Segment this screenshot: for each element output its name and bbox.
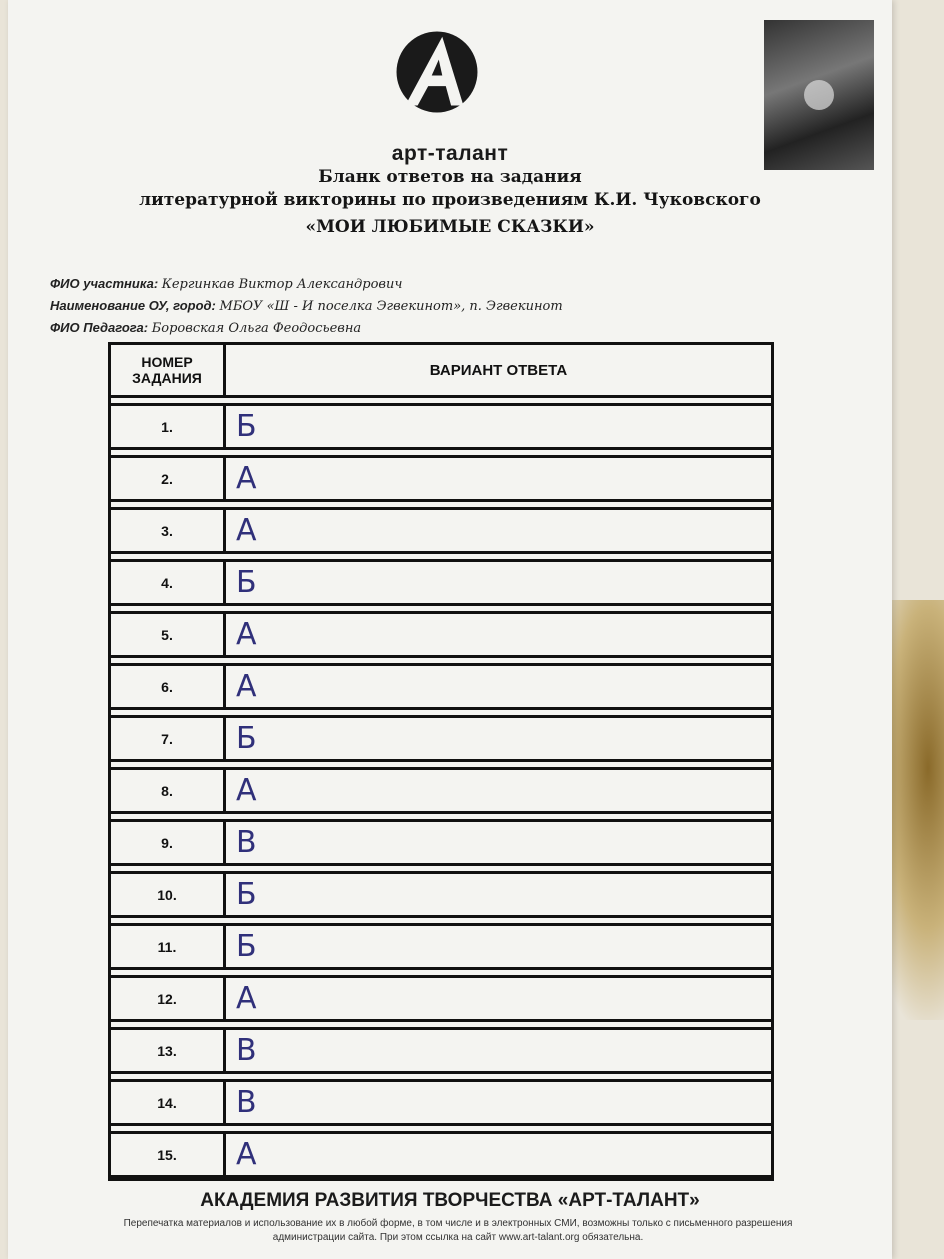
handwritten-answer: Б — [236, 565, 257, 600]
form-subtitle: литературной викторины по произведениям К.И. Чуковского — [139, 190, 761, 210]
copyright-notice: Перепечатка материалов и использование их в любой форме, в том числе и в электронных СМИ, возможны только с письменного разрешения администрации сайта. При этом ссылка на сайт www.art-talant.org обязательна. — [123, 1218, 793, 1243]
handwritten-answer: А — [236, 669, 257, 704]
art-talant-logo-icon — [393, 28, 481, 116]
table-row — [111, 975, 771, 1022]
task-number: 5. — [111, 614, 226, 655]
participant-name-row — [50, 276, 402, 292]
table-row — [111, 663, 771, 710]
table-row — [111, 611, 771, 658]
task-number: 3. — [111, 510, 226, 551]
handwritten-answer: А — [236, 1137, 257, 1172]
table-row — [111, 559, 771, 606]
task-number: 14. — [111, 1082, 226, 1123]
handwritten-answer: А — [236, 773, 257, 808]
table-row — [111, 507, 771, 554]
table-row — [111, 715, 771, 762]
column-header-number: НОМЕР ЗАДАНИЯ — [111, 345, 226, 395]
school-label: Наименование ОУ, город: — [50, 298, 216, 313]
task-number: 7. — [111, 718, 226, 759]
table-row — [111, 1131, 771, 1178]
teacher-label: ФИО Педагога: — [50, 320, 149, 335]
handwritten-answer: А — [236, 981, 257, 1016]
task-number: 10. — [111, 874, 226, 915]
handwritten-answer: А — [236, 513, 257, 548]
table-row — [111, 923, 771, 970]
answers-table — [108, 342, 774, 1181]
task-number: 12. — [111, 978, 226, 1019]
teacher-value: Боровская Ольга Феодосьевна — [151, 321, 362, 336]
quiz-name: «МОИ ЛЮБИМЫЕ СКАЗКИ» — [305, 217, 595, 237]
table-row — [111, 871, 771, 918]
table-row — [111, 1027, 771, 1074]
table-header — [111, 345, 771, 398]
task-number: 2. — [111, 458, 226, 499]
academy-name: АКАДЕМИЯ РАЗВИТИЯ ТВОРЧЕСТВА «АРТ-ТАЛАНТ» — [200, 1190, 700, 1211]
handwritten-answer: А — [236, 461, 257, 496]
teacher-row — [50, 320, 361, 336]
participant-name-label: ФИО участника: — [50, 276, 159, 291]
participant-name-value: Кергинкав Виктор Александрович — [161, 277, 403, 292]
answer-sheet — [8, 0, 892, 1259]
task-number: 1. — [111, 406, 226, 447]
handwritten-answer: А — [236, 617, 257, 652]
form-title: Бланк ответов на задания — [318, 167, 582, 187]
handwritten-answer: В — [236, 825, 257, 860]
handwritten-answer: Б — [236, 929, 257, 964]
handwritten-answer: Б — [236, 721, 257, 756]
task-number: 4. — [111, 562, 226, 603]
task-number: 13. — [111, 1030, 226, 1071]
table-row — [111, 819, 771, 866]
handwritten-answer: В — [236, 1085, 257, 1120]
handwritten-answer: Б — [236, 409, 257, 444]
handwritten-answer: В — [236, 1033, 257, 1068]
task-number: 8. — [111, 770, 226, 811]
table-row — [111, 1079, 771, 1126]
table-row — [111, 767, 771, 814]
table-row — [111, 403, 771, 450]
task-number: 15. — [111, 1134, 226, 1175]
brand-name: арт-талант — [391, 142, 509, 165]
school-row — [50, 298, 563, 314]
task-number: 6. — [111, 666, 226, 707]
handwritten-answer: Б — [236, 877, 257, 912]
task-number: 9. — [111, 822, 226, 863]
task-number: 11. — [111, 926, 226, 967]
column-header-answer: ВАРИАНТ ОТВЕТА — [429, 361, 568, 379]
table-row — [111, 455, 771, 502]
school-value: МБОУ «Ш - И поселка Эгвекинот», п. Эгвекинот — [219, 299, 563, 314]
